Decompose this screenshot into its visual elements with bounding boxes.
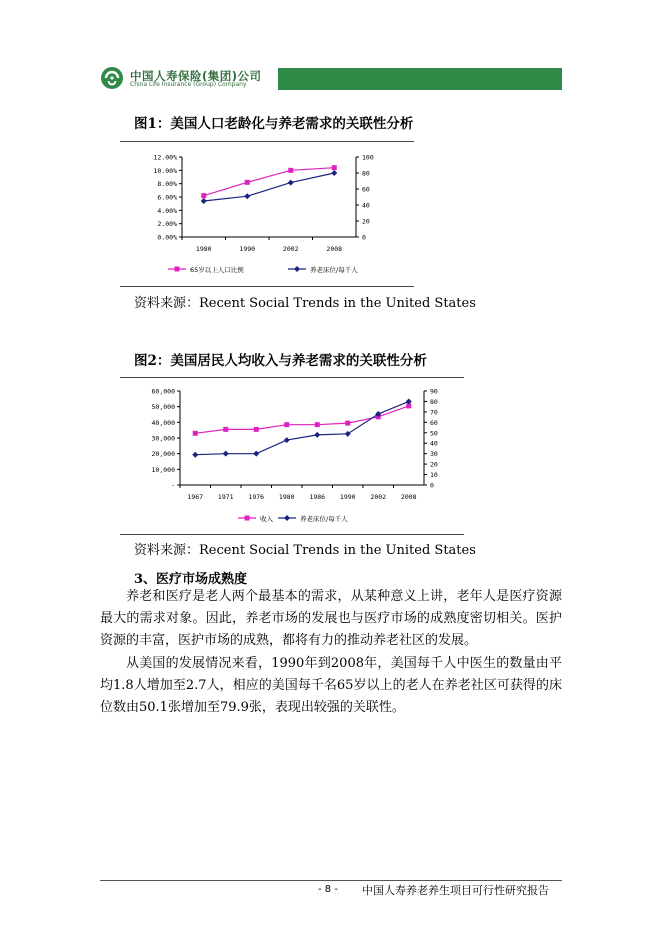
figure2-chart [120,381,464,535]
chart1-legend-1-label: 养老床位/每千人 [310,266,358,274]
chart1-left-tick-label: 4.00% [157,206,177,215]
chart2-series-0-point [223,427,228,432]
chart1-legend-0-label: 65岁以上人口比例 [190,266,244,274]
paragraph-2: 从美国的发展情况来看，1990年到2008年，美国每千人中医生的数量由平均1.8人增加至2.7人，相应的美国每千名65岁以上的老人在养老社区可获得的床位数由50.1张增加至79.9张，表现出较强的关联性。 [100,655,562,716]
chart2-left-tick-label: 30,000 [151,434,175,443]
chart1-series-0-point [245,180,250,185]
chart1-series-0-point [288,168,293,173]
chart1-left-tick-label: 8.00% [157,180,177,189]
chart1-svg [120,145,414,283]
footer-rule [100,880,562,881]
chart2-series-0-point [315,422,320,427]
chart2-series-1-point [253,451,259,457]
company-name-en: China Life Insurance (Group) Company [130,81,247,88]
chart2-x-tick-label: 2008 [400,493,417,501]
chart2-x-tick-label: 1986 [309,493,326,501]
chart2-right-tick-label: 30 [430,450,438,459]
chart2-left-tick-label: 50,000 [151,403,175,412]
chart2-x-tick-label: 1976 [248,493,265,501]
chart1-right-tick-label: 80 [362,169,370,178]
chart1-series-1-point [331,170,337,176]
china-life-logo-icon [100,66,124,90]
chart1-legend-0-marker [175,267,180,272]
chart1-right-tick-label: 40 [362,201,370,210]
figure2-top-rule [120,377,464,378]
chart1-series-1-point [288,180,294,186]
chart2-series-1-point [223,451,229,457]
chart2-right-tick-label: 90 [430,387,438,396]
chart2-left-tick-label: - [171,481,175,490]
chart1-left-tick-label: 2.00% [157,220,177,229]
chart1-series-0-point [332,165,337,170]
chart1-series-1-line [204,173,335,201]
chart1-series-0-point [201,193,206,198]
chart1-series-1-point [201,198,207,204]
chart2-series-0-point [345,421,350,426]
chart2-series-0-point [254,427,259,432]
paragraph-1: 养老和医疗是老人两个最基本的需求，从某种意义上讲，老年人是医疗资源最大的需求对象。因此，养老市场的发展也与医疗市场的成熟度密切相关。医护资源的丰富，医护市场的成熟，都将有力的推动养老社区的发展。 [100,589,562,649]
chart2-right-tick-label: 10 [430,471,438,480]
chart2-series-1-point [314,432,320,438]
chart1-right-tick-label: 100 [362,153,374,162]
chart2-legend-0-marker [245,516,250,521]
chart2-right-tick-label: 40 [430,439,438,448]
chart1-left-tick-label: 12.00% [153,153,177,162]
chart1-left-tick-label: 6.00% [157,193,177,202]
chart1-left-tick-label: 10.00% [153,166,177,175]
chart1-x-tick-label: 1980 [195,245,212,253]
chart2-right-tick-label: 60 [430,418,438,427]
figure1-source: 资料来源：Recent Social Trends in the United States [134,296,476,311]
chart1-right-tick-label: 0 [362,233,366,242]
chart2-series-1-point [284,437,290,443]
footer-title: 中国人寿养老养生项目可行性研究报告 [362,884,549,897]
chart2-svg [120,381,464,531]
header-brand-bar [278,68,562,90]
chart1-x-tick-label: 1990 [239,245,256,253]
chart2-series-0-point [193,431,198,436]
chart2-series-0-point [284,422,289,427]
chart2-right-tick-label: 50 [430,429,438,438]
chart1-series-1-point [244,193,250,199]
figure1-bottom-rule [120,286,414,287]
chart2-right-tick-label: 70 [430,408,438,417]
chart1-right-tick-label: 20 [362,217,370,226]
chart2-x-tick-label: 1971 [217,493,234,501]
figure2-bottom-rule [120,534,464,535]
figure1-chart [120,145,414,287]
chart2-x-tick-label: 1967 [187,493,204,501]
company-name-cn: 中国人寿保险(集团)公司 [130,69,262,83]
chart2-x-tick-label: 1990 [339,493,356,501]
chart2-series-1-point [192,452,198,458]
page-number: - 8 - [318,884,338,895]
figure2-title: 图2：美国居民人均收入与养老需求的关联性分析 [134,353,427,369]
chart1-legend-1-marker [294,266,300,272]
chart2-series-1-point [345,431,351,437]
chart2-right-tick-label: 0 [430,481,434,490]
chart2-left-tick-label: 40,000 [151,418,175,427]
chart2-right-tick-label: 80 [430,397,438,406]
chart2-legend-1-marker [284,515,290,521]
section-body [100,586,562,719]
chart2-left-tick-label: 10,000 [151,465,175,474]
chart2-x-tick-label: 1980 [278,493,295,501]
figure1-title: 图1：美国人口老龄化与养老需求的关联性分析 [134,116,414,132]
figure1-top-rule [120,141,414,142]
chart2-legend-0-label: 收入 [260,515,273,523]
chart2-left-tick-label: 20,000 [151,450,175,459]
figure2-source: 资料来源：Recent Social Trends in the United States [134,543,476,558]
chart1-x-tick-label: 2002 [282,245,299,253]
chart2-x-tick-label: 2002 [370,493,387,501]
chart2-left-tick-label: 60,000 [151,387,175,396]
chart1-right-tick-label: 60 [362,185,370,194]
chart1-left-tick-label: 0.00% [157,233,177,242]
page-header [100,66,562,92]
chart1-x-tick-label: 2008 [326,245,343,253]
chart1-series-0-line [204,168,335,196]
chart2-legend-1-label: 养老床位/每千人 [300,515,348,523]
chart2-right-tick-label: 20 [430,460,438,469]
section-heading: 3、医疗市场成熟度 [134,572,248,587]
